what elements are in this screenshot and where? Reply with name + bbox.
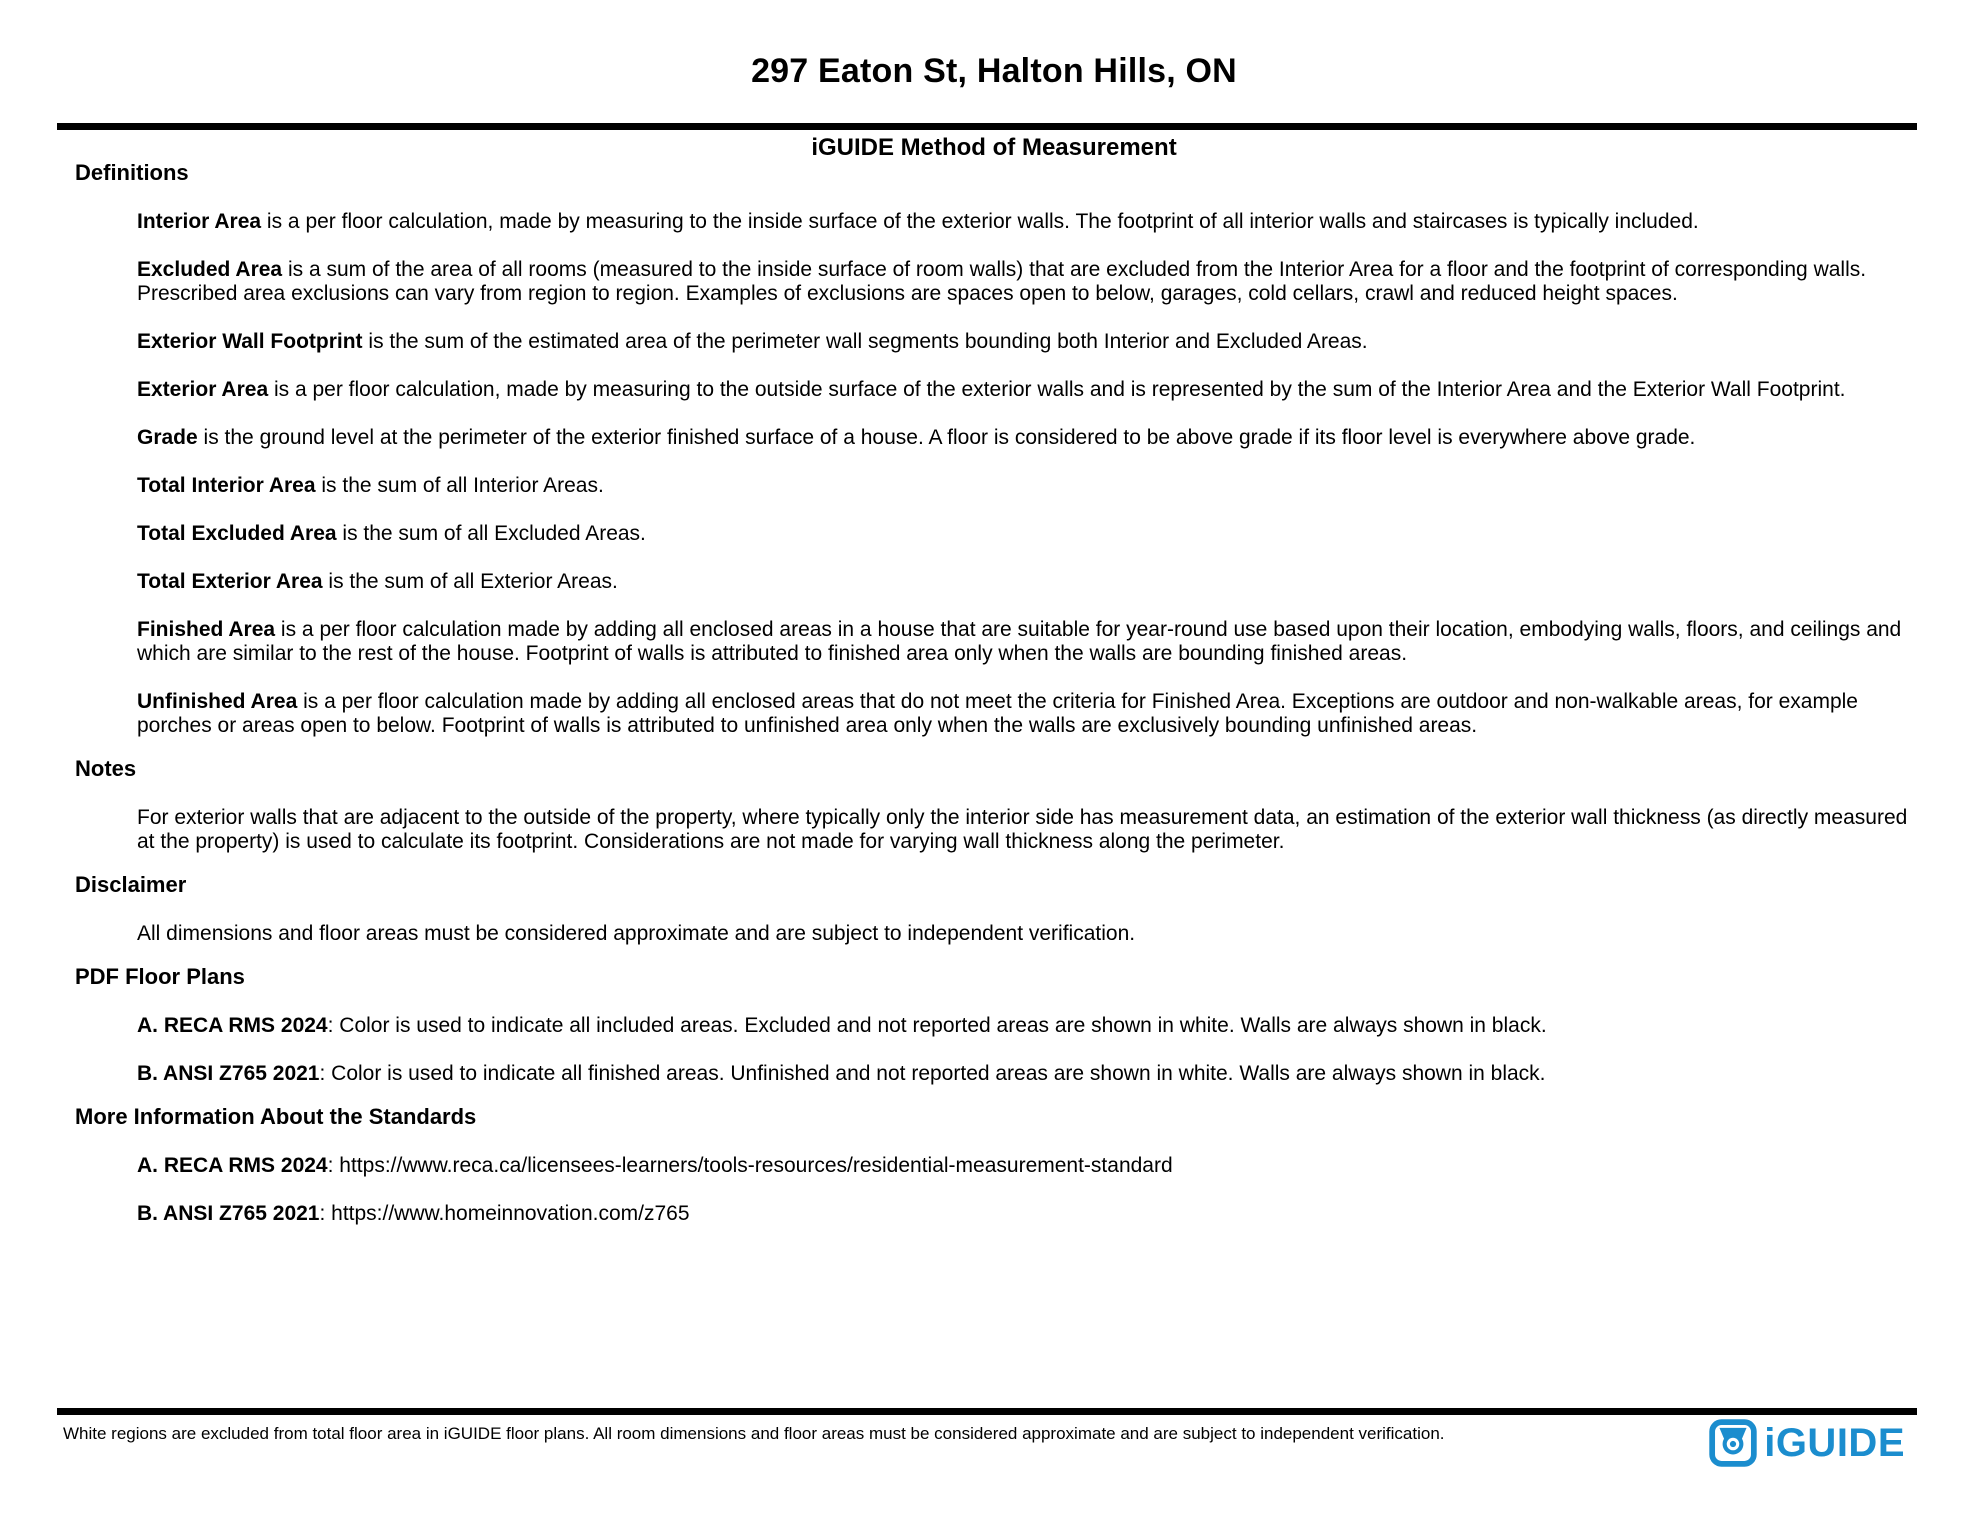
definition-text: is a per floor calculation, made by measuring to the inside surface of the exterior walls. The footprint of all interior walls and staircases is typically included.	[261, 210, 1699, 233]
definition-term: Total Exterior Area	[137, 570, 323, 593]
iguide-logo-text: iGUIDE	[1764, 1421, 1905, 1465]
definition-unfinished-area	[137, 690, 1909, 738]
standard-term: B. ANSI Z765 2021	[137, 1202, 320, 1225]
definition-term: Finished Area	[137, 618, 276, 641]
standards-link-item-reca	[137, 1154, 1909, 1178]
definition-total-exterior-area	[137, 570, 1909, 594]
definition-exterior-area	[137, 378, 1909, 402]
definition-text: is the sum of the estimated area of the perimeter wall segments bounding both Interior and Excluded Areas.	[362, 330, 1368, 353]
standard-separator: :	[319, 1202, 332, 1225]
definition-total-excluded-area	[137, 522, 1909, 546]
definition-grade	[137, 426, 1909, 450]
iguide-logo	[1708, 1418, 1905, 1468]
definition-total-interior-area	[137, 474, 1909, 498]
definition-text: is the sum of all Interior Areas.	[315, 474, 604, 497]
pdf-floor-plans-item-reca	[137, 1014, 1909, 1038]
footer-note: White regions are excluded from total floor area in iGUIDE floor plans. All room dimensions and floor areas must be considered approximate and are subject to independent verification.	[63, 1424, 1445, 1443]
standard-text: : Color is used to indicate all included areas. Excluded and not reported areas are shown in white. Walls are always shown in black.	[327, 1014, 1547, 1037]
standard-separator: :	[327, 1154, 340, 1177]
definition-finished-area	[137, 618, 1909, 666]
definition-term: Excluded Area	[137, 258, 283, 281]
definition-exterior-wall-footprint	[137, 330, 1909, 354]
section-heading-disclaimer: Disclaimer	[75, 872, 187, 897]
definition-term: Exterior Area	[137, 378, 269, 401]
standard-link-url[interactable]: https://www.reca.ca/licensees-learners/tools-resources/residential-measurement-standard	[339, 1154, 1173, 1177]
disclaimer-paragraph: All dimensions and floor areas must be considered approximate and are subject to independent verification.	[137, 922, 1136, 945]
section-heading-more-information: More Information About the Standards	[75, 1104, 477, 1129]
notes-paragraph: For exterior walls that are adjacent to the outside of the property, where typically only the interior side has measurement data, an estimation of the exterior wall thickness (as directly measured at the property) is used to calculate its footprint. Considerations are not made for varying wall thickness along the perimeter.	[137, 806, 1908, 853]
standard-link-url[interactable]: https://www.homeinnovation.com/z765	[331, 1202, 690, 1225]
footer-divider	[57, 1408, 1917, 1415]
definition-term: Exterior Wall Footprint	[137, 330, 363, 353]
definition-text: is the sum of all Exterior Areas.	[322, 570, 618, 593]
section-heading-notes: Notes	[75, 756, 137, 781]
standard-term: B. ANSI Z765 2021	[137, 1062, 320, 1085]
document-body	[75, 160, 1915, 1226]
definition-term: Total Excluded Area	[137, 522, 337, 545]
definition-term: Unfinished Area	[137, 690, 298, 713]
definition-text: is a sum of the area of all rooms (measured to the inside surface of room walls) that are excluded from the Interior Area for a floor and the footprint of corresponding walls. Prescribed area exclusions can vary from region to region. Examples of exclusions are spaces open to below, garages, cold cellars, crawl and reduced height spaces.	[137, 258, 1867, 305]
definition-excluded-area	[137, 258, 1909, 306]
section-heading-pdf-floor-plans: PDF Floor Plans	[75, 964, 245, 989]
section-heading-definitions: Definitions	[75, 160, 189, 185]
definition-interior-area	[137, 210, 1909, 234]
definition-text: is a per floor calculation made by adding all enclosed areas in a house that are suitable for year-round use based upon their location, embodying walls, floors, and ceilings and which are similar to the rest of the house. Footprint of walls is attributed to finished area only when the walls are bounding finished areas.	[137, 618, 1902, 665]
page-subtitle: iGUIDE Method of Measurement	[811, 134, 1177, 161]
pdf-floor-plans-item-ansi	[137, 1062, 1909, 1086]
standard-term: A. RECA RMS 2024	[137, 1014, 328, 1037]
page-title: 297 Eaton St, Halton Hills, ON	[751, 52, 1237, 90]
definition-term: Grade	[137, 426, 198, 449]
definition-term: Total Interior Area	[137, 474, 316, 497]
definition-text: is a per floor calculation made by adding all enclosed areas that do not meet the criteria for Finished Area. Exceptions are outdoor and non-walkable areas, for example porches or areas open to below. Footprint of walls is attributed to unfinished area only when the walls are exclusively bounding unfinished areas.	[137, 690, 1858, 737]
definition-text: is a per floor calculation, made by measuring to the outside surface of the exterior walls and is represented by the sum of the Interior Area and the Exterior Wall Footprint.	[268, 378, 1846, 401]
definition-text: is the ground level at the perimeter of the exterior finished surface of a house. A floor is considered to be above grade if its floor level is everywhere above grade.	[197, 426, 1696, 449]
definition-text: is the sum of all Excluded Areas.	[336, 522, 646, 545]
header-divider	[57, 123, 1917, 130]
standard-term: A. RECA RMS 2024	[137, 1154, 328, 1177]
standard-text: : Color is used to indicate all finished areas. Unfinished and not reported areas are shown in white. Walls are always shown in black.	[319, 1062, 1546, 1085]
iguide-logo-icon	[1708, 1418, 1758, 1468]
definition-term: Interior Area	[137, 210, 262, 233]
standards-link-item-ansi	[137, 1202, 1909, 1226]
